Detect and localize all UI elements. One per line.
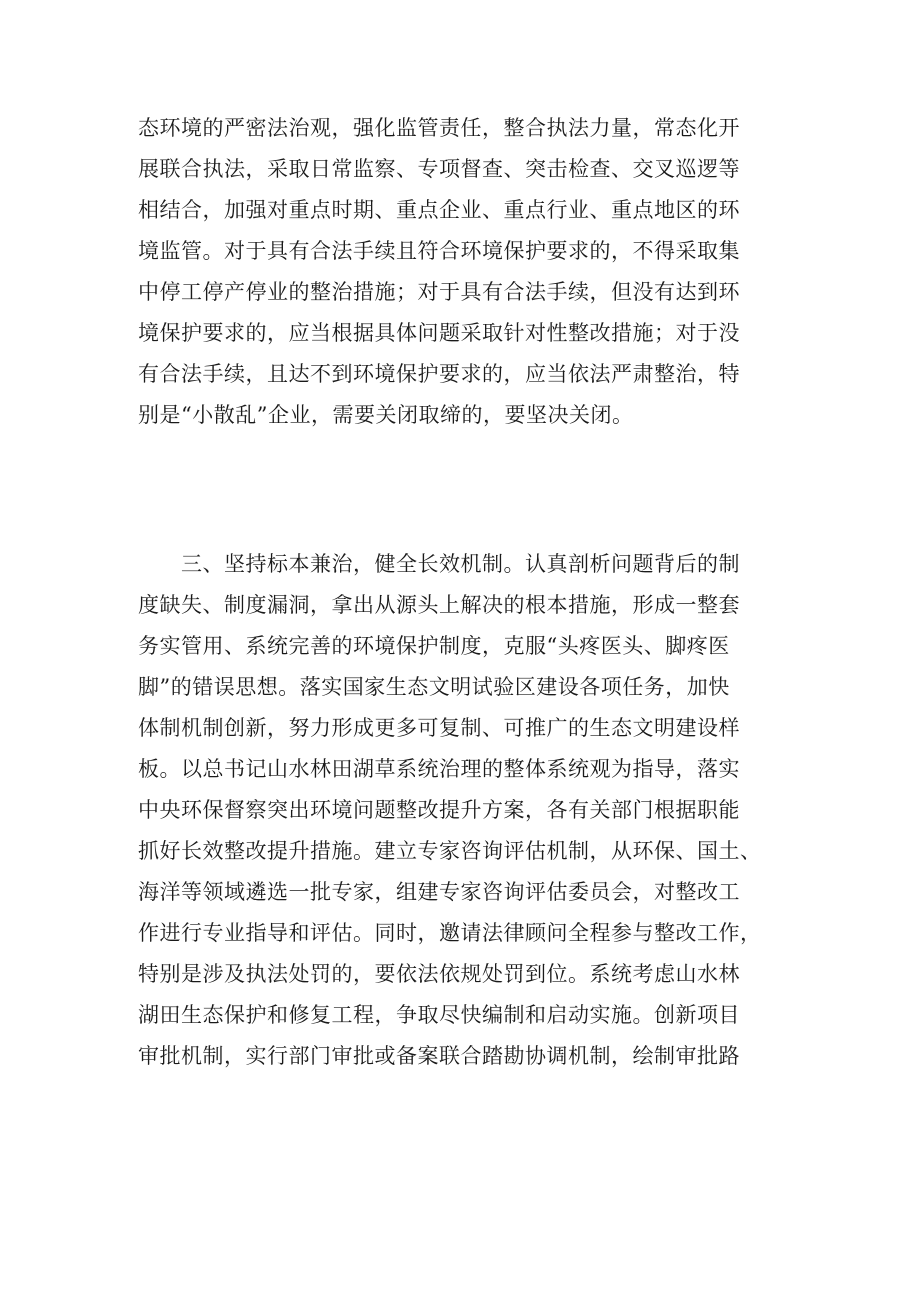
text-line: 中央环保督察突出环境问题整改提升方案，各有关部门根据职能 xyxy=(138,798,740,822)
text-line: 展联合执法，采取日常监察、专项督查、突击检查、交叉巡逻等 xyxy=(138,157,740,181)
text-line: 湖田生态保护和修复工程，争取尽快编制和启动实施。创新项目 xyxy=(138,1003,740,1027)
paragraph-enforcement xyxy=(138,108,798,436)
text-line: 相结合，加强对重点时期、重点企业、重点行业、重点地区的环 xyxy=(138,198,740,222)
text-line: 境保护要求的，应当根据具体问题采取针对性整改措施；对于没 xyxy=(138,321,740,345)
text-line: 体制机制创新，努力形成更多可复制、可推广的生态文明建设样 xyxy=(138,716,740,740)
text-line: 三、坚持标本兼治，健全长效机制。认真剖析问题背后的制 xyxy=(138,552,740,576)
text-line: 脚”的错误思想。落实国家生态文明试验区建设各项任务，加快 xyxy=(138,675,730,699)
text-line: 板。以总书记山水林田湖草系统治理的整体系统观为指导，落实 xyxy=(138,757,740,781)
text-line: 海洋等领域遴选一批专家，组建专家咨询评估委员会，对整改工 xyxy=(138,880,740,904)
text-line: 务实管用、系统完善的环境保护制度，克服“头疼医头、脚疼医 xyxy=(138,634,730,658)
text-line: 中停工停产停业的整治措施；对于具有合法手续，但没有达到环 xyxy=(138,280,740,304)
paragraph-section-three xyxy=(138,544,798,1077)
text-line: 有合法手续，且达不到环境保护要求的，应当依法严肃整治，特 xyxy=(138,362,740,386)
text-line: 审批机制，实行部门审批或备案联合踏勘协调机制，绘制审批路 xyxy=(138,1044,740,1068)
text-line: 态环境的严密法治观，强化监管责任，整合执法力量，常态化开 xyxy=(138,116,740,140)
text-line: 作进行专业指导和评估。同时，邀请法律顾问全程参与整改工作， xyxy=(138,921,762,945)
text-line: 度缺失、制度漏洞，拿出从源头上解决的根本措施，形成一整套 xyxy=(138,593,740,617)
text-line: 境监管。对于具有合法手续且符合环境保护要求的，不得采取集 xyxy=(138,239,740,263)
text-line: 特别是涉及执法处罚的，要依法依规处罚到位。系统考虑山水林 xyxy=(138,962,740,986)
text-line: 抓好长效整改提升措施。建立专家咨询评估机制，从环保、国土、 xyxy=(138,839,762,863)
text-line: 别是“小散乱”企业，需要关闭取缔的，要坚决关闭。 xyxy=(138,403,634,427)
